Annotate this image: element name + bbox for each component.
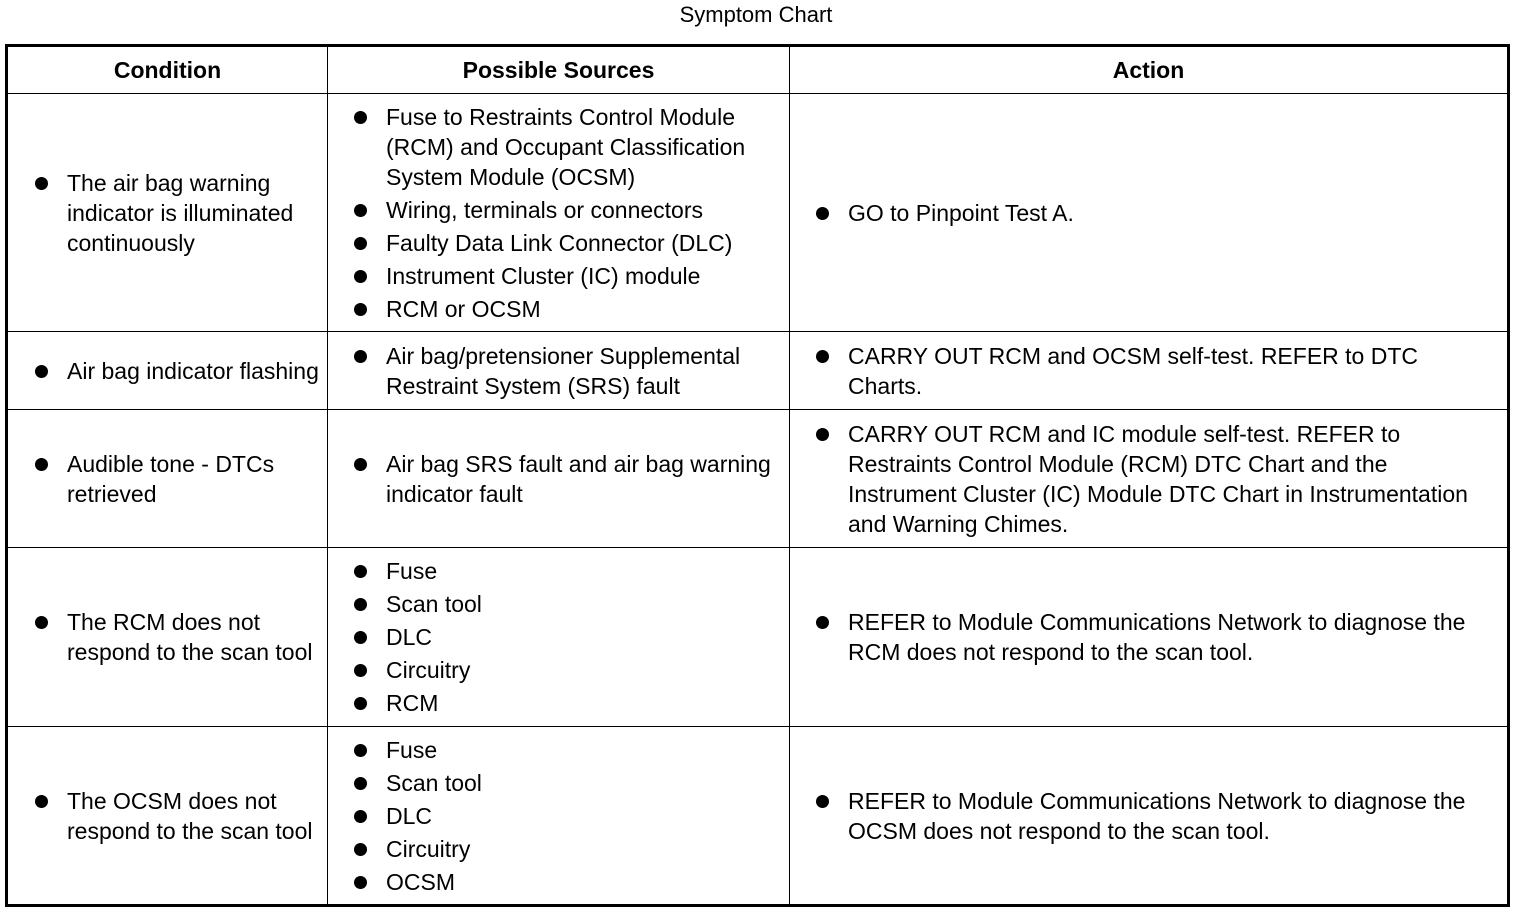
bullet-icon — [354, 237, 367, 250]
bullet-icon — [35, 795, 48, 808]
chart-caption: Symptom Chart — [679, 2, 833, 27]
bullet-icon — [354, 350, 367, 363]
action-item — [848, 341, 1487, 401]
sources-list — [328, 102, 789, 324]
sources-list — [328, 449, 789, 509]
source-item — [386, 655, 783, 685]
action-item — [848, 607, 1487, 667]
source-text: DLC — [386, 624, 433, 650]
action-list — [790, 607, 1507, 667]
condition-list — [8, 607, 327, 667]
source-text: Fuse — [386, 736, 438, 763]
table-row — [7, 94, 1509, 332]
source-text: OCSM — [386, 868, 455, 895]
condition-item — [67, 786, 319, 846]
source-text: Circuitry — [386, 835, 471, 862]
source-item — [386, 622, 783, 652]
condition-list — [8, 168, 327, 258]
source-item — [386, 294, 783, 324]
sources-cell — [328, 94, 790, 332]
bullet-icon — [354, 876, 367, 889]
bullet-icon — [354, 777, 367, 790]
bullet-icon — [816, 428, 829, 441]
source-text: Air bag/pretensioner Supplemental Restraint System (SRS) fault — [386, 342, 741, 399]
source-item — [386, 261, 783, 291]
bullet-icon — [35, 458, 48, 471]
source-item — [386, 735, 783, 765]
table-row — [7, 410, 1509, 548]
bullet-icon — [354, 303, 367, 316]
action-text: REFER to Module Communications Network to diagnose the OCSM does not respond to the scan tool. — [848, 787, 1466, 844]
sources-list — [328, 556, 789, 718]
table-row — [7, 727, 1509, 906]
bullet-icon — [816, 795, 829, 808]
bullet-icon — [354, 458, 367, 471]
condition-item — [67, 168, 319, 258]
action-item — [848, 786, 1487, 846]
bullet-icon — [354, 565, 367, 578]
condition-list — [8, 449, 327, 509]
source-text: Scan tool — [386, 769, 482, 796]
condition-text: The OCSM does not respond to the scan tool — [67, 787, 313, 844]
source-item — [386, 102, 783, 192]
action-list — [790, 341, 1507, 401]
condition-cell — [7, 94, 328, 332]
action-item — [848, 198, 1487, 228]
action-text: CARRY OUT RCM and IC module self-test. REFER to Restraints Control Module (RCM) DTC Chart and the Instrument Cluster (IC) Module DTC Chart in Instrumentation and Warning Chimes. — [848, 420, 1468, 537]
source-text: Instrument Cluster (IC) module — [386, 262, 701, 289]
sources-cell — [328, 410, 790, 548]
bullet-icon — [35, 616, 48, 629]
bullet-icon — [354, 843, 367, 856]
source-item — [386, 589, 783, 619]
action-cell — [790, 727, 1509, 906]
bullet-icon — [35, 177, 48, 190]
action-cell — [790, 332, 1509, 410]
source-item — [386, 768, 783, 798]
action-list — [790, 419, 1507, 539]
source-text: Fuse to Restraints Control Module (RCM) and Occupant Classification System Module (OCSM) — [386, 103, 746, 190]
condition-text: The RCM does not respond to the scan tool — [67, 609, 313, 665]
sources-cell — [328, 727, 790, 906]
sources-cell — [328, 548, 790, 727]
header-possible-sources: Possible Sources — [328, 46, 790, 94]
condition-cell — [7, 727, 328, 906]
bullet-icon — [816, 350, 829, 363]
action-list — [790, 786, 1507, 846]
source-item — [386, 556, 783, 586]
action-cell — [790, 94, 1509, 332]
condition-cell — [7, 548, 328, 727]
symptom-table — [5, 44, 1510, 907]
header-condition: Condition — [7, 46, 328, 94]
bullet-icon — [354, 810, 367, 823]
source-item — [386, 801, 783, 831]
source-text: DLC — [386, 802, 433, 829]
action-text: GO to Pinpoint Test A. — [848, 199, 1074, 226]
bullet-icon — [354, 631, 367, 644]
source-item — [386, 195, 783, 225]
action-text: REFER to Module Communications Network to diagnose the RCM does not respond to the scan tool. — [848, 609, 1466, 665]
bullet-icon — [354, 204, 367, 217]
bullet-icon — [816, 616, 829, 629]
bullet-icon — [354, 111, 367, 124]
table-row — [7, 548, 1509, 727]
condition-text: The air bag warning indicator is illuminated continuously — [67, 169, 294, 256]
condition-list — [8, 356, 327, 386]
action-cell — [790, 548, 1509, 727]
source-text: Fuse — [386, 558, 438, 584]
source-text: Wiring, terminals or connectors — [386, 196, 703, 223]
condition-item — [67, 449, 319, 509]
condition-item — [67, 607, 319, 667]
source-text: Circuitry — [386, 657, 471, 683]
source-text: Faulty Data Link Connector (DLC) — [386, 229, 733, 256]
sources-list — [328, 341, 789, 401]
condition-cell — [7, 332, 328, 410]
bullet-icon — [816, 207, 829, 220]
condition-text: Audible tone - DTCs retrieved — [67, 450, 275, 507]
condition-cell — [7, 410, 328, 548]
condition-item — [67, 356, 319, 386]
condition-text: Air bag indicator flashing — [67, 357, 319, 384]
bullet-icon — [354, 697, 367, 710]
header-action: Action — [790, 46, 1509, 94]
source-item — [386, 867, 783, 897]
source-item — [386, 834, 783, 864]
bullet-icon — [35, 365, 48, 378]
source-item — [386, 228, 783, 258]
bullet-icon — [354, 664, 367, 677]
source-item — [386, 341, 783, 401]
bullet-icon — [354, 744, 367, 757]
condition-list — [8, 786, 327, 846]
source-text: RCM — [386, 690, 439, 716]
sources-list — [328, 735, 789, 897]
table-row — [7, 332, 1509, 410]
bullet-icon — [354, 270, 367, 283]
header-row — [7, 46, 1509, 94]
source-text: Scan tool — [386, 591, 482, 617]
bullet-icon — [354, 598, 367, 611]
action-text: CARRY OUT RCM and OCSM self-test. REFER to DTC Charts. — [848, 342, 1419, 399]
source-item — [386, 449, 783, 509]
action-cell — [790, 410, 1509, 548]
source-item — [386, 688, 783, 718]
action-item — [848, 419, 1487, 539]
action-list — [790, 198, 1507, 228]
source-text: RCM or OCSM — [386, 295, 541, 322]
sources-cell — [328, 332, 790, 410]
source-text: Air bag SRS fault and air bag warning indicator fault — [386, 450, 771, 507]
